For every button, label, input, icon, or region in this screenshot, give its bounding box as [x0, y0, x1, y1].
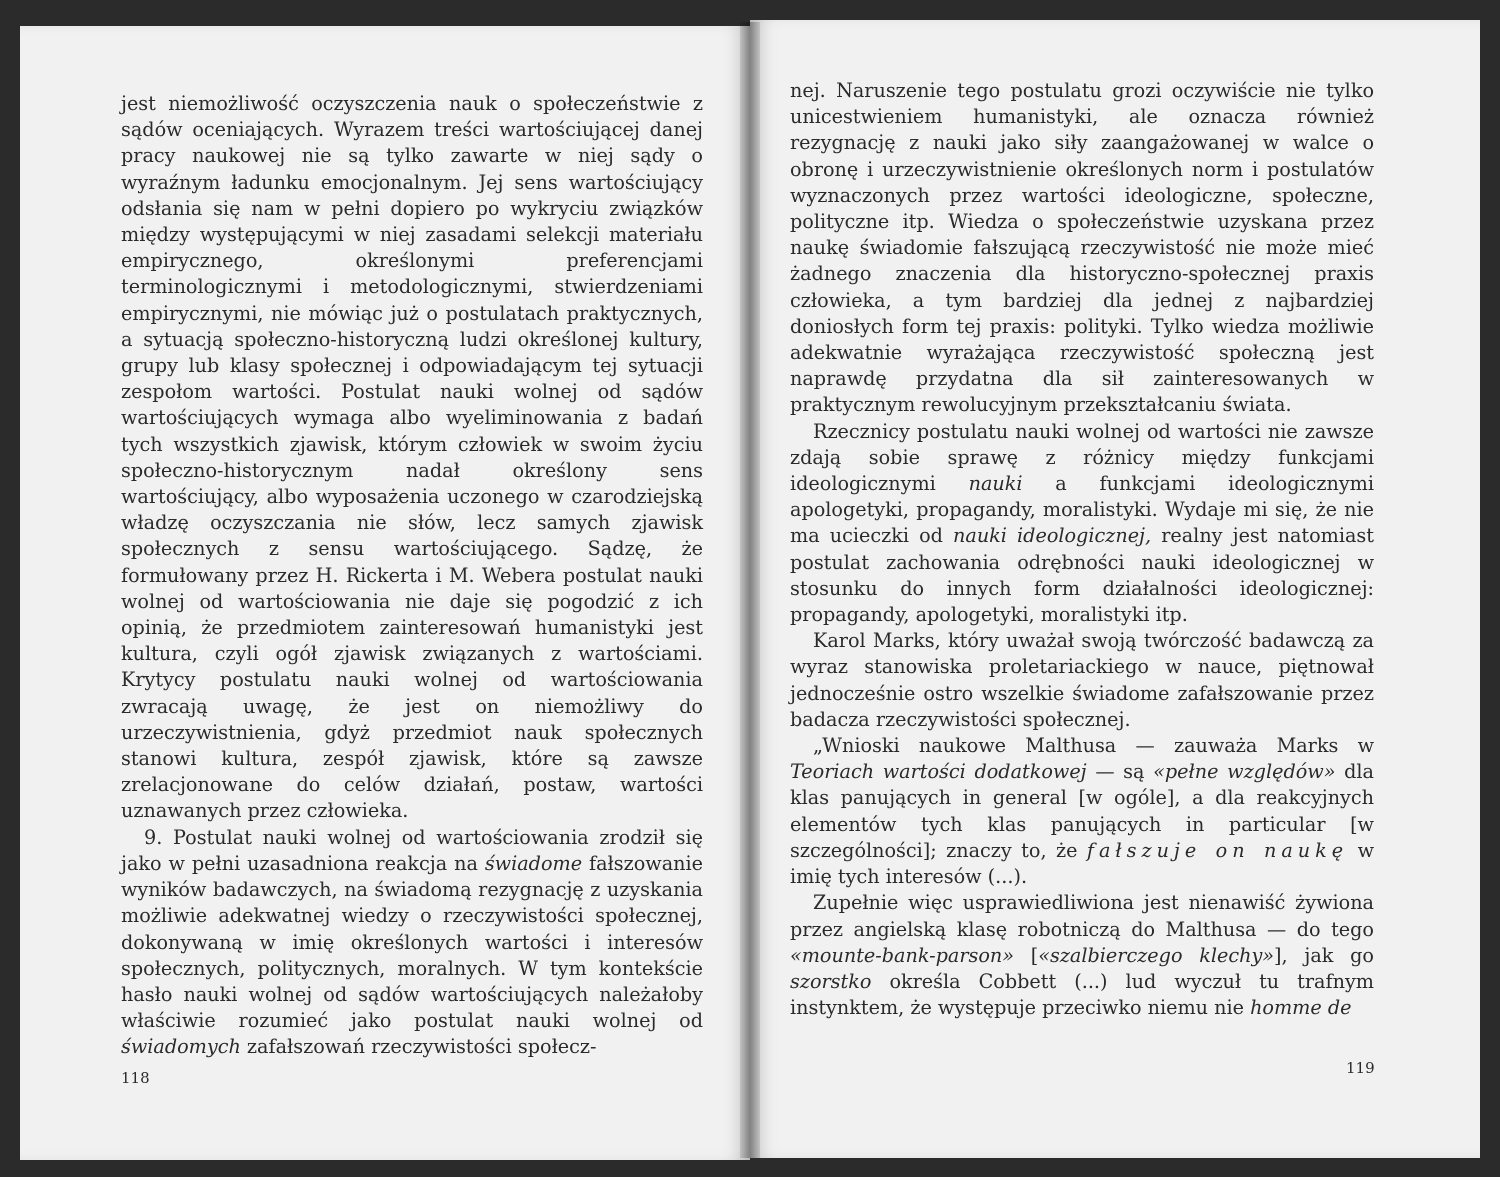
text-run: «szalbierczego klechy»	[1038, 943, 1275, 967]
text-run: ], jak go	[1274, 943, 1374, 967]
paragraph	[790, 419, 1374, 629]
text-run: homme de	[1250, 996, 1352, 1020]
paragraph	[790, 733, 1374, 890]
text-run: jest niemożliwość oczyszczenia nauk o społeczeństwie z sądów oceniających. Wyrazem treści wartościującej danej pracy naukowej nie są tylko zawarte w niej sądy o wyraźnym ładunku emocjonalnym. Jej sens wartościujący odsłania się nam w pełni dopiero po wykryciu związków między występującymi w niej zasadami selekcji materiału empirycznego, określonymi preferencjami terminologicznymi i metodologicznymi, stwierdzeniami empirycznymi, nie mówiąc już o postulatach praktycznych, a sytuacją społeczno-historyczną ludzi określonej kultury, grupy lub klasy społecznej i odpowiadającym tej sytuacji zespołom wartości. Postulat nauki wolnej od sądów wartościujących wymaga albo wyeliminowania z badań tych wszystkich zjawisk, którym człowiek w swoim życiu społeczno-historycznym nadał określony sens wartościujący, albo wyposażenia uczonego w czarodziejską władzę oczyszczania nie słów, lecz samych zjawisk społecznych z sensu wartościującego. Sądzę, że formułowany przez H. Rickerta i M. Webera postulat nauki wolnej od wartościowania nie daje się pogodzić z ich opinią, że przedmiotem zainteresowań humanistyki jest kultura, czyli ogół zjawisk związanych z wartościami. Krytycy postulatu nauki wolnej od wartościowania zwracają uwagę, że jest on niemożliwy do urzeczywistnienia, gdyż przedmiot nauk społecznych stanowi kultura, zespół zjawisk, które są zawsze zrelacjonowane do celów działań, postaw, wartości uznawanych przez człowieka.	[121, 92, 703, 823]
paragraph	[790, 890, 1374, 1021]
book-gutter	[740, 22, 760, 1158]
text-run: zafałszowań rzeczywistości społecz-	[240, 1035, 597, 1059]
text-run: świadome	[484, 851, 583, 875]
right-page	[750, 20, 1480, 1158]
text-run: Zupełnie więc usprawiedliwiona jest nienawiść żywiona przez angielską klasę robotniczą do Malthusa — do tego	[790, 891, 1374, 941]
text-run: dla klas panujących in general [w ogóle], a dla reakcyjnych elementów tych klas panujących in particular [w szczególności]; znaczy to, że	[790, 760, 1374, 862]
text-run: a funkcjami ideologicznymi apologetyki, propagandy, moralistyki. Wydaje mi się, że nie ma ucieczki od	[790, 472, 1374, 548]
text-run: realny jest natomiast postulat zachowania odrębności nauki ideologicznej w stosunku do innych form działalności ideologicznej: propagandy, apologetyki, moralistyki itp.	[790, 524, 1374, 627]
text-run: określa Cobbett (...) lud wyczuł tu trafnym instynktem, że występuje przeciwko niemu nie	[790, 969, 1374, 1020]
text-run: w imię tych interesów (...).	[790, 838, 1374, 889]
text-run: [	[1014, 943, 1039, 967]
text-run: «mounte-bank-parson»	[790, 943, 1014, 967]
text-run: nauki	[968, 472, 1023, 496]
text-run: fałszowanie wyników badawczych, na świadomą rezygnację z uzyskania możliwie adekwatnej wiedzy o rzeczywistości społecznej, dokonywaną w imię określonych wartości i interesów społecznych, politycznych, moralnych. W tym kontekście hasło nauki wolnej od sądów wartościujących należałoby właściwie rozumieć jako postulat nauki wolnej od	[121, 851, 703, 1033]
text-run: Karol Marks, który uważał swoją twórczość badawczą za wyraz stanowiska proletariackiego w nauce, piętnował jednocześnie ostro wszelkie świadome zafałszowanie przez badacza rzeczywistości społecznej.	[790, 629, 1374, 731]
text-run: Rzecznicy postulatu nauki wolnej od wartości nie zawsze zdają sobie sprawę z różnicy między funkcjami ideologicznymi	[790, 419, 1374, 496]
text-run: świadomych	[121, 1035, 241, 1059]
text-run: 9. Postulat nauki wolnej od wartościowania zrodził się jako w pełni uzasadniona reakcja na	[121, 825, 703, 875]
paragraph	[121, 825, 703, 1061]
text-run: «pełne względów»	[1153, 760, 1336, 784]
left-page	[20, 26, 750, 1160]
paragraph	[790, 628, 1374, 733]
text-run: szorstko	[790, 969, 872, 993]
text-run: fałszuje on naukę	[1086, 838, 1349, 862]
text-run: „Wnioski naukowe Malthusa — zauważa Marks w	[813, 734, 1374, 758]
right-page-text	[790, 78, 1374, 1021]
text-run: Teoriach wartości dodatkowej	[790, 760, 1087, 784]
left-page-number: 118	[121, 1069, 150, 1087]
text-run: nej. Naruszenie tego postulatu grozi oczywiście nie tylko unicestwieniem humanistyki, ale oznacza również rezygnację z nauki jako siły zaangażowanej w walce o obronę i urzeczywistnienie określonych norm i postulatów wyznaczonych przez wartości ideologiczne, społeczne, polityczne itp. Wiedza o społeczeństwie uzyskana przez naukę świadomie fałszującą rzeczywistość nie może mieć żadnego znaczenia dla historyczno-społecznej praxis człowieka, a tym bardziej dla jednej z najbardziej doniosłych form tej praxis: polityki. Tylko wiedza możliwie adekwatnie wyrażająca rzeczywistość społeczną jest naprawdę przydatna dla sił zainteresowanych w praktycznym rewolucyjnym przekształcaniu świata.	[790, 79, 1374, 417]
text-run: — są	[1086, 760, 1154, 784]
paragraph	[790, 78, 1374, 419]
paragraph	[121, 91, 703, 825]
right-page-number: 119	[1346, 1059, 1375, 1077]
text-run: nauki ideologicznej,	[953, 524, 1152, 548]
left-page-text	[121, 91, 703, 1061]
